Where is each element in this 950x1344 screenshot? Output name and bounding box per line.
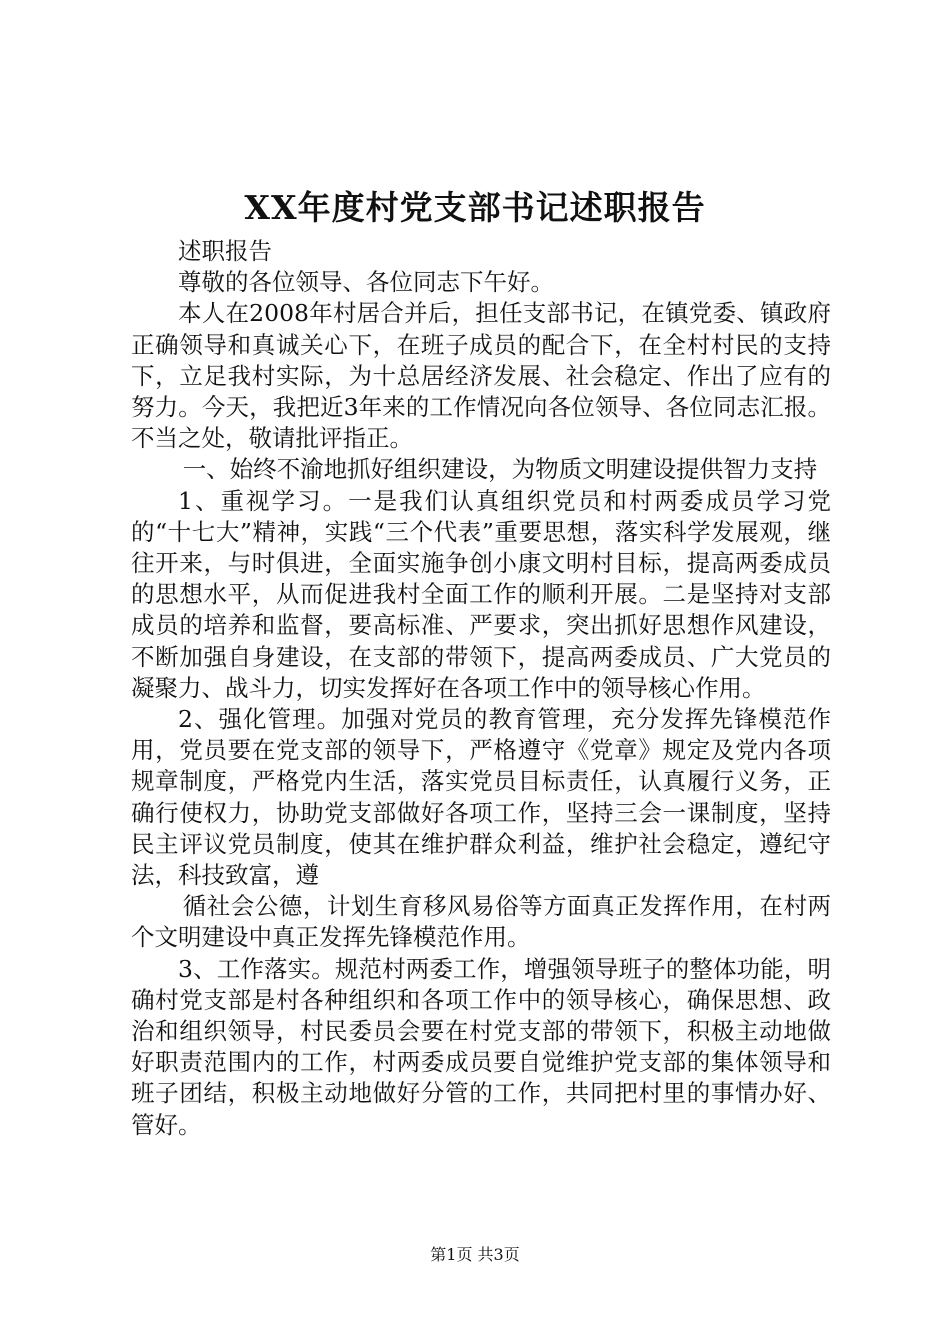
paragraph-section-one: 一、始终不渝地抓好组织建设，为物质文明建设提供智力支持 bbox=[182, 455, 818, 484]
paragraph-management-continued: 循社会公德，计划生育移风易俗等方面真正发挥作用，在村两个文明建设中真正发挥先锋模范作用。 bbox=[131, 892, 831, 952]
paragraph-greeting: 尊敬的各位领导、各位同志下午好。 bbox=[178, 268, 554, 297]
paragraph-implementation: 3、工作落实。规范村两委工作，增强领导班子的整体功能，明确村党支部是村各种组织和各项工作中的领导核心，确保思想、政治和组织领导，村民委员会要在村党支部的带领下，积极主动地做好职责范围内的工作，村两委成员要自觉维护党支部的集体领导和班子团结，积极主动地做好分管的工作，共同把村里的事情办好、管好。 bbox=[131, 954, 831, 1139]
paragraph-study: 1、重视学习。一是我们认真组织党员和村两委成员学习党的“十七大”精神，实践“三个代表”重要思想，落实科学发展观，继往开来，与时俱进，全面实施争创小康文明村目标，提高两委成员的思想水平，从而促进我村全面工作的顺利开展。二是坚持对支部成员的培养和监督，要高标准、严要求，突出抓好思想作风建设，不断加强自身建设，在支部的带领下，提高两委成员、广大党员的凝聚力、战斗力，切实发挥好在各项工作中的领导核心作用。 bbox=[131, 486, 831, 702]
page-number-footer: 第1页 共3页 bbox=[430, 1245, 520, 1264]
document-body bbox=[131, 236, 831, 1141]
paragraph-management: 2、强化管理。加强对党员的教育管理，充分发挥先锋模范作用，党员要在党支部的领导下，严格遵守《党章》规定及党内各项规章制度，严格党内生活，落实党员目标责任，认真履行义务，正确行使权力，协助党支部做好各项工作，坚持三会一课制度，坚持民主评议党员制度，使其在维护群众利益，维护社会稳定，遵纪守法，科技致富，遵 bbox=[131, 705, 831, 890]
document-title: XX年度村党支部书记述职报告 bbox=[244, 188, 706, 227]
paragraph-heading-report: 述职报告 bbox=[178, 237, 272, 265]
paragraph-intro: 本人在2008年村居合并后，担任支部书记，在镇党委、镇政府正确领导和真诚关心下，在班子成员的配合下，在全村村民的支持下，立足我村实际，为十总居经济发展、社会稳定、作出了应有的努力。今天，我把近3年来的工作情况向各位领导、各位同志汇报。不当之处，敬请批评指正。 bbox=[131, 299, 831, 453]
